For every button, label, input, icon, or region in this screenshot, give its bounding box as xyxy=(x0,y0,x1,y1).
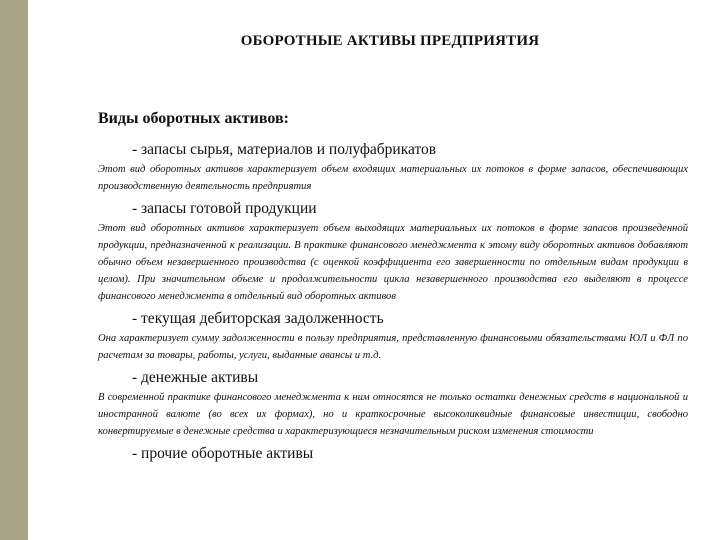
item-description: Она характеризует сумму задолженности в пользу предприятия, представленную финансовыми обязательствами ЮЛ и ФЛ по расчетам за товары, работы, услуги, выданные авансы и т.д. xyxy=(98,333,688,361)
item-heading: - денежные активы xyxy=(132,369,259,386)
list-item xyxy=(98,140,688,195)
list-item xyxy=(98,368,688,440)
item-heading: - прочие оборотные активы xyxy=(132,445,314,462)
item-description: В современной практике финансового менеджмента к ним относятся не только остатки денежных средств в национальной и иностранной валюте (во всех их формах), но и краткосрочные высоколиквидные финансовые инвестиции, свободно конвертируемые в денежные средства и характеризующиеся незначительным риском изменения стоимости xyxy=(98,392,688,437)
item-heading: - запасы сырья, материалов и полуфабрикатов xyxy=(132,141,437,158)
item-heading: - запасы готовой продукции xyxy=(132,200,317,217)
item-heading: - текущая дебиторская задолженность xyxy=(132,310,384,327)
item-description: Этот вид оборотных активов характеризует объем входящих материальных их потоков в форме запасов, обеспечивающих производственную деятельность предприятия xyxy=(98,164,688,192)
side-decor-panel xyxy=(0,0,28,540)
list-item xyxy=(98,309,688,364)
slide-title xyxy=(0,33,720,50)
section-subtitle: Виды оборотных активов: xyxy=(98,110,289,127)
list-item xyxy=(98,199,688,305)
item-description: Этот вид оборотных активов характеризует объем выходящих материальных их потоков в форме запасов произведенной продукции, предназначенной к реализации. В практике финансового менеджмента к этому виду оборотных активов добавляют обычно объем незавершенного производства (с оценкой коэффициента его завершенности по отдельным видам продукции в целом). При значительном объеме и продолжительности цикла незавершенного производства его выделяют в процессе финансового менеджмента в отдельный вид оборотных активов xyxy=(98,223,688,302)
asset-types-list xyxy=(98,140,688,465)
slide-title-text: ОБОРОТНЫЕ АКТИВЫ ПРЕДПРИЯТИЯ xyxy=(240,33,540,49)
list-item xyxy=(98,444,688,464)
